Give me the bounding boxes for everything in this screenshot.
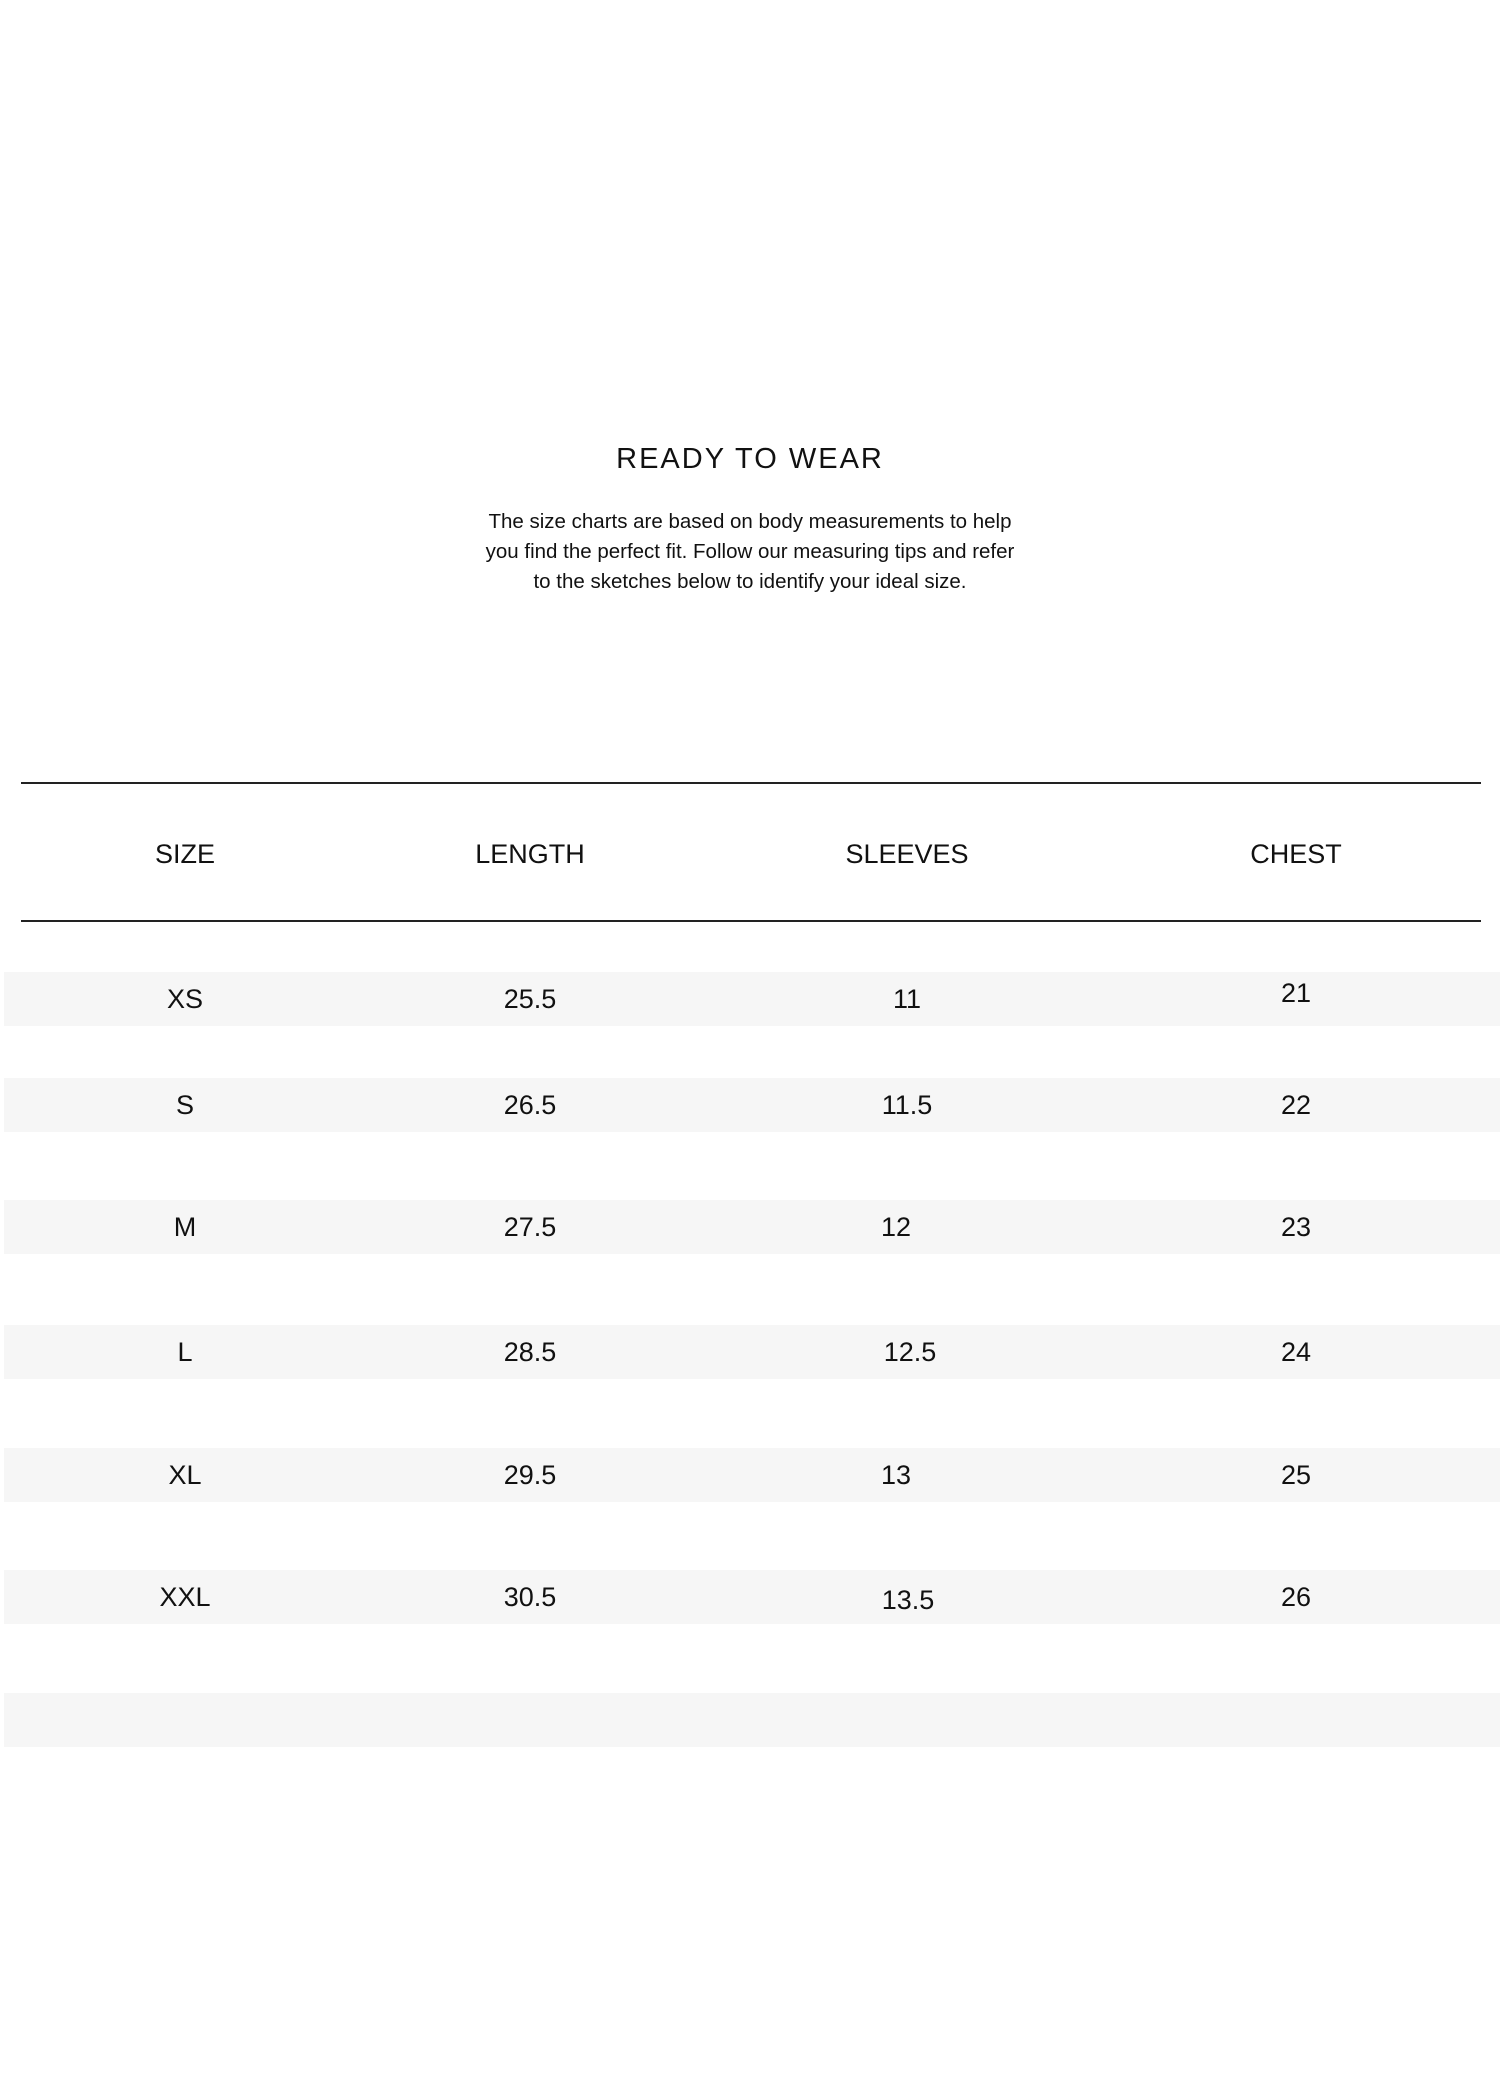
cell-size: M <box>173 1212 197 1242</box>
table-row <box>0 1325 1500 1379</box>
intro-line: you find the perfect fit. Follow our measuring tips and refer <box>485 540 1015 563</box>
cell-sleeves: 12 <box>880 1212 912 1242</box>
cell-chest: 22 <box>1280 1090 1312 1120</box>
cell-sleeves: 13 <box>880 1460 912 1490</box>
cell-chest: 26 <box>1280 1582 1312 1612</box>
cell-length: 29.5 <box>503 1460 557 1490</box>
cell-chest: 24 <box>1280 1337 1312 1367</box>
header-length: LENGTH <box>475 839 585 869</box>
cell-sleeves: 12.5 <box>883 1337 937 1367</box>
intro-text <box>470 507 1030 597</box>
cell-chest: 23 <box>1280 1212 1312 1242</box>
table-row <box>0 1200 1500 1254</box>
row-stripe <box>4 1693 1500 1747</box>
table-header-row <box>0 834 1500 874</box>
header-size: SIZE <box>154 839 215 869</box>
header-chest: CHEST <box>1250 839 1342 869</box>
table-row <box>0 1078 1500 1132</box>
table-row <box>0 1570 1500 1624</box>
cell-size: XL <box>168 1460 202 1490</box>
table-row <box>0 972 1500 1026</box>
header-sleeves: SLEEVES <box>845 839 969 869</box>
cell-size: L <box>177 1337 193 1367</box>
intro-line: The size charts are based on body measurements to help <box>488 510 1012 533</box>
cell-length: 30.5 <box>503 1582 557 1612</box>
cell-size: XS <box>166 984 204 1014</box>
cell-size: S <box>175 1090 194 1120</box>
cell-chest: 25 <box>1280 1460 1312 1490</box>
cell-size: XXL <box>159 1582 211 1612</box>
cell-length: 27.5 <box>503 1212 557 1242</box>
table-header-rule <box>21 920 1481 922</box>
table-top-rule <box>21 782 1481 784</box>
table-row <box>0 1448 1500 1502</box>
page-title: READY TO WEAR <box>616 443 884 475</box>
cell-length: 25.5 <box>503 984 557 1014</box>
intro-line: to the sketches below to identify your ideal size. <box>533 570 967 593</box>
cell-length: 28.5 <box>503 1337 557 1367</box>
cell-sleeves: 11.5 <box>881 1090 933 1120</box>
cell-length: 26.5 <box>503 1090 557 1120</box>
cell-sleeves: 13.5 <box>881 1585 935 1615</box>
cell-sleeves: 11 <box>892 984 922 1014</box>
cell-chest: 21 <box>1280 978 1312 1008</box>
